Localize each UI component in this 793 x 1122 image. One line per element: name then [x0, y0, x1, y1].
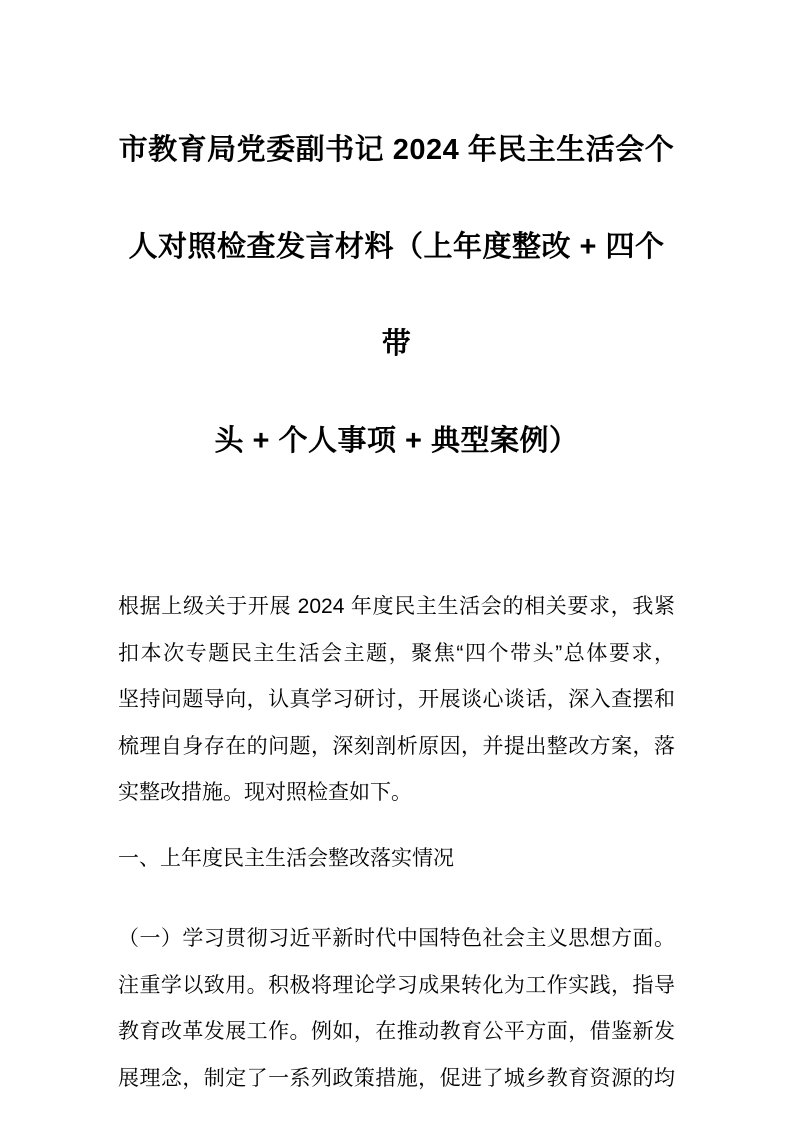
text-line: 实整改措施。现对照检查如下。 [118, 781, 412, 804]
document-content [0, 102, 793, 1102]
paragraph-intro [118, 584, 675, 817]
title-line: 头 + 个人事项 + 典型案例） [214, 425, 579, 457]
title-line: 人对照检查发言材料（上年度整改 + 四个带 [128, 231, 665, 360]
text-line: 注重学以致用。积极将理论学习成果转化为工作实践，指导 [118, 973, 675, 997]
text-line: 坚持问题导向，认真学习研讨，开展谈心谈话，深入查摆和 [118, 688, 675, 711]
text-line: 扣本次专题民主生活会主题，聚焦“四个带头”总体要求， [118, 641, 675, 665]
text-line: 梳理自身存在的问题，深刻剖析原因，并提出整改方案，落 [118, 734, 675, 758]
document-title [118, 102, 675, 490]
section-heading-1: 一、上年度民主生活会整改落实情况 [118, 846, 454, 870]
text-line: 教育改革发展工作。例如，在推动教育公平方面，借鉴新发 [118, 1020, 675, 1043]
text-line: 根据上级关于开展 2024 年度民主生活会的相关要求，我紧 [118, 595, 675, 618]
text-line: 展理念，制定了一系列政策措施，促进了城乡教育资源的均 [118, 1066, 675, 1090]
paragraph-section-1-1 [118, 916, 675, 1102]
text-line: （一）学习贯彻习近平新时代中国特色社会主义思想方面。 [118, 927, 675, 950]
title-line: 市教育局党委副书记 2024 年民主生活会个 [118, 134, 675, 166]
